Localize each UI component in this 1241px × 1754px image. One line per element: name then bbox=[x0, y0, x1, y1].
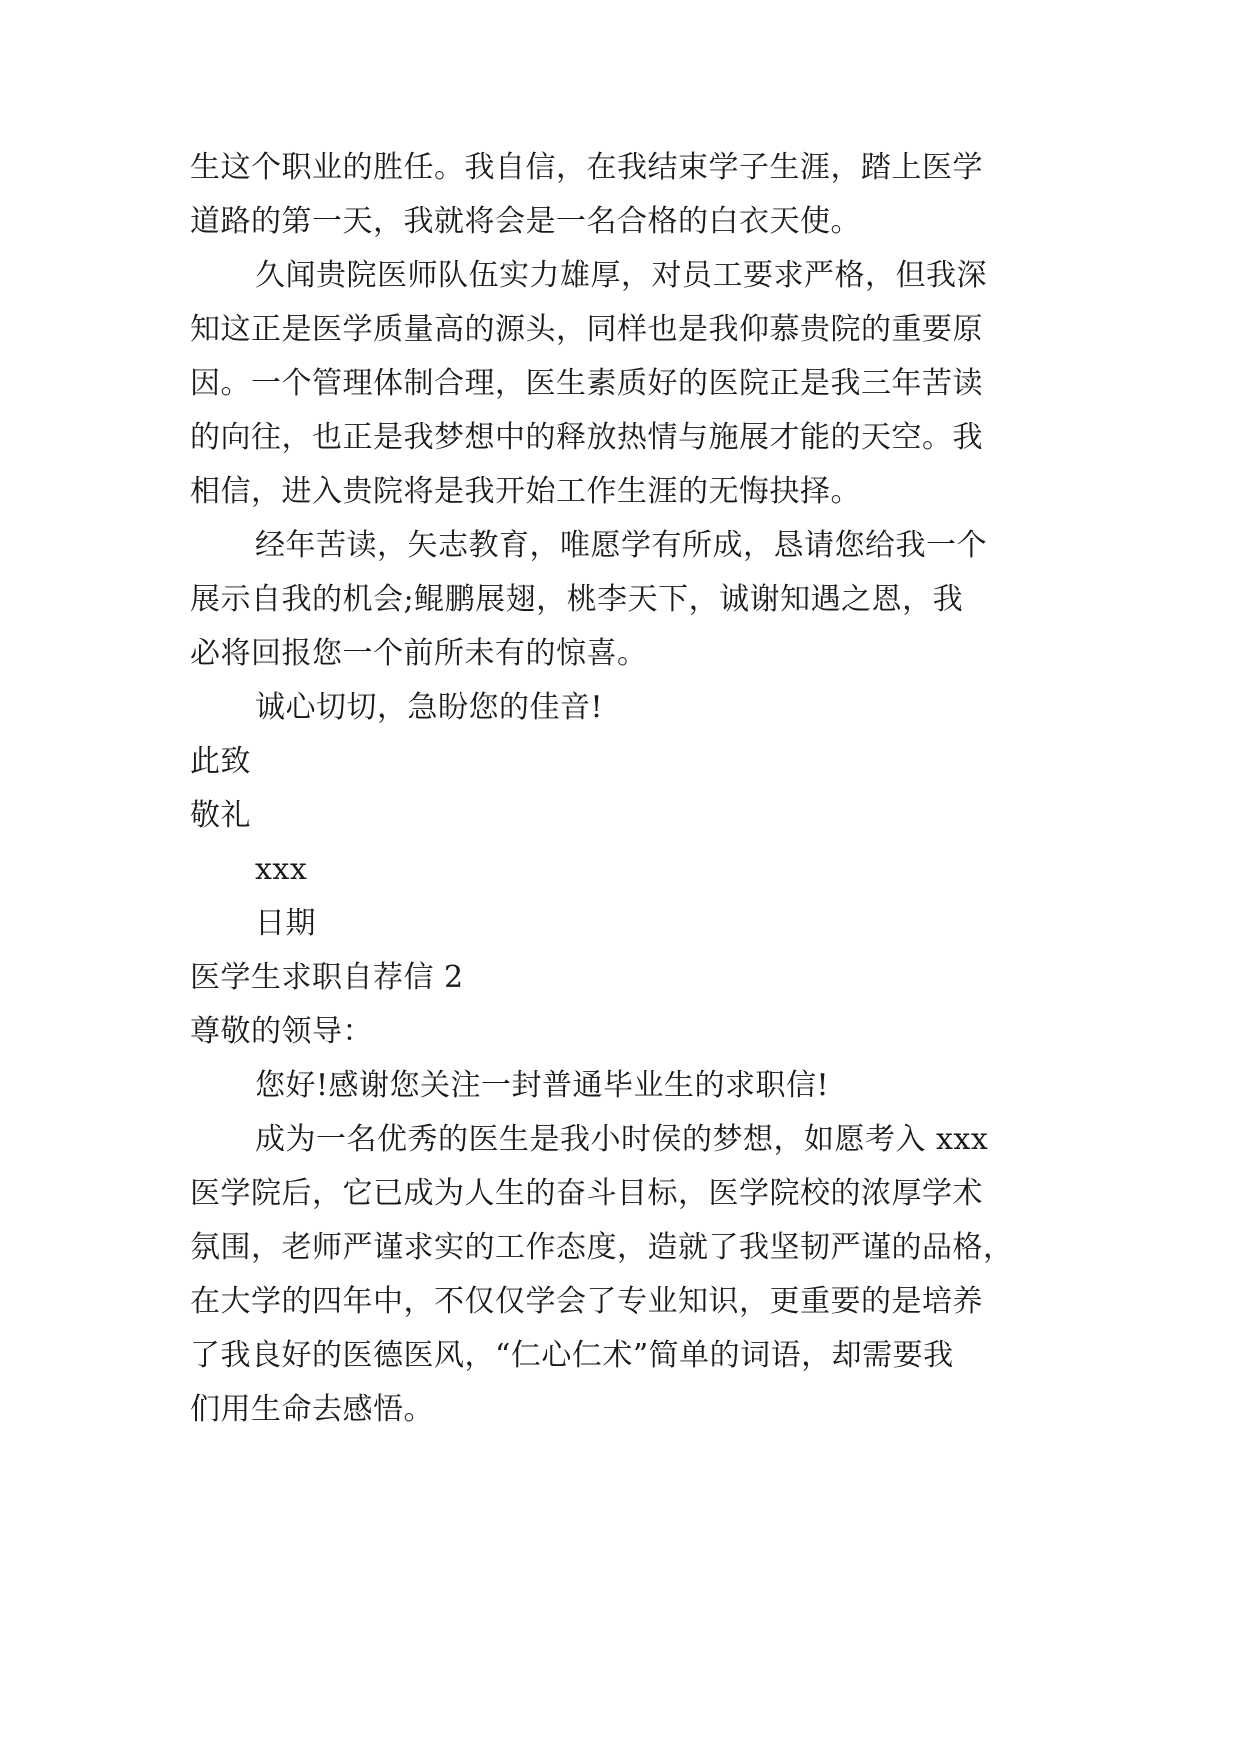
paragraph-line: 经年苦读，矢志教育，唯愿学有所成，恳请您给我一个 bbox=[255, 528, 987, 563]
paragraph-line: 久闻贵院医师队伍实力雄厚，对员工要求严格，但我深 bbox=[255, 258, 987, 293]
paragraph-line: 成为一名优秀的医生是我小时侯的梦想，如愿考入 xxx bbox=[255, 1122, 989, 1157]
text-line: 相信，进入贵院将是我开始工作生涯的无悔抉择。 bbox=[190, 474, 861, 509]
text-line: 知这正是医学质量高的源头，同样也是我仰慕贵院的重要原 bbox=[190, 312, 983, 347]
text-line: 们用生命去感悟。 bbox=[190, 1392, 434, 1427]
paragraph-line: 诚心切切，急盼您的佳音! bbox=[255, 690, 604, 725]
text-line: 了我良好的医德医风，“仁心仁术”简单的词语，却需要我 bbox=[190, 1338, 954, 1373]
text-line: 的向往，也正是我梦想中的释放热情与施展才能的天空。我 bbox=[190, 420, 983, 455]
text-line: 在大学的四年中，不仅仅学会了专业知识，更重要的是培养 bbox=[190, 1284, 983, 1319]
date-line: 日期 bbox=[255, 906, 316, 941]
text-line: 展示自我的机会;鲲鹏展翅，桃李天下，诚谢知遇之恩，我 bbox=[190, 582, 964, 617]
paragraph-line: 您好!感谢您关注一封普通毕业生的求职信! bbox=[255, 1068, 830, 1103]
section-title: 医学生求职自荐信 2 bbox=[190, 960, 464, 995]
signature-line: xxx bbox=[255, 852, 308, 887]
text-line: 氛围，老师严谨求实的工作态度，造就了我坚韧严谨的品格， bbox=[190, 1230, 1014, 1265]
closing-line: 敬礼 bbox=[190, 798, 251, 833]
closing-line: 此致 bbox=[190, 744, 251, 779]
text-line: 医学院后，它已成为人生的奋斗目标，医学院校的浓厚学术 bbox=[190, 1176, 983, 1211]
text-line: 道路的第一天，我就将会是一名合格的白衣天使。 bbox=[190, 204, 861, 239]
text-line: 因。一个管理体制合理，医生素质好的医院正是我三年苦读 bbox=[190, 366, 983, 401]
salutation: 尊敬的领导： bbox=[190, 1014, 373, 1049]
text-line: 生这个职业的胜任。我自信，在我结束学子生涯，踏上医学 bbox=[190, 150, 983, 185]
text-line: 必将回报您一个前所未有的惊喜。 bbox=[190, 636, 648, 671]
